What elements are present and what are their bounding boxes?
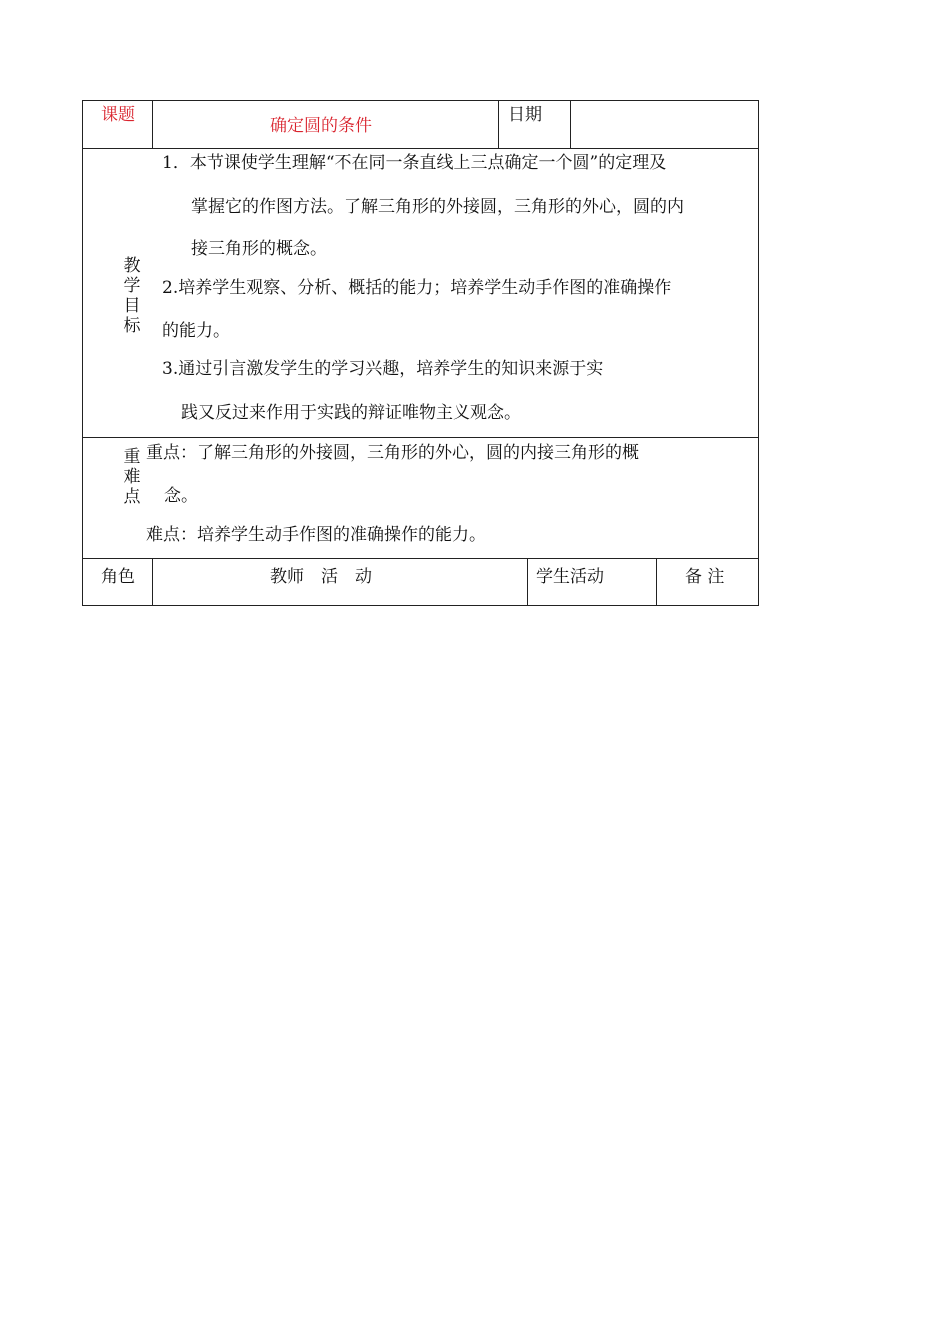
objectives-label-char: 标 bbox=[123, 316, 141, 336]
student-activity-header: 学生活动 bbox=[536, 567, 604, 587]
keypoints-label-char: 重 bbox=[123, 447, 141, 467]
keypoints-label-char: 点 bbox=[123, 487, 141, 507]
objective-line: 3.通过引言激发学生的学习兴趣，培养学生的知识来源于实 bbox=[162, 359, 604, 379]
notes-header: 备 注 bbox=[685, 567, 725, 587]
table-col-divider-date-value bbox=[570, 100, 571, 148]
objectives-label-char: 教 bbox=[123, 256, 141, 276]
keypoints-label bbox=[122, 447, 142, 507]
role-header: 角色 bbox=[101, 567, 135, 587]
keypoints-label-char: 难 bbox=[123, 467, 141, 487]
objective-line: 2.培养学生观察、分析、概括的能力；培养学生动手作图的准确操作 bbox=[162, 278, 672, 298]
objective-line: 1．本节课使学生理解“不在同一条直线上三点确定一个圆”的定理及 bbox=[162, 153, 667, 173]
table-col-divider-date bbox=[498, 100, 499, 148]
table-col-divider-label bbox=[152, 100, 153, 148]
table-border-left bbox=[82, 100, 83, 606]
objective-line: 践又反过来作用于实践的辩证唯物主义观念。 bbox=[181, 403, 521, 423]
objectives-label-char: 目 bbox=[123, 296, 141, 316]
objective-line: 的能力。 bbox=[162, 321, 230, 341]
key-point-line: 念。 bbox=[164, 486, 198, 506]
table-border-top bbox=[82, 100, 759, 101]
table-col-divider-label-lower bbox=[152, 558, 153, 606]
objective-line: 掌握它的作图方法。了解三角形的外接圆，三角形的外心，圆的内 bbox=[191, 197, 684, 217]
difficult-point-line: 难点：培养学生动手作图的准确操作的能力。 bbox=[146, 525, 486, 545]
table-col-divider-notes bbox=[656, 558, 657, 606]
table-border-bottom bbox=[82, 605, 759, 606]
table-border-right bbox=[758, 100, 759, 606]
objectives-label bbox=[122, 256, 142, 336]
table-divider-objectives bbox=[82, 437, 759, 438]
objective-line: 接三角形的概念。 bbox=[191, 239, 327, 259]
date-label: 日期 bbox=[508, 105, 542, 125]
table-col-divider-student bbox=[527, 558, 528, 606]
table-divider-header bbox=[82, 148, 759, 149]
objectives-label-char: 学 bbox=[123, 276, 141, 296]
table-divider-keypoints bbox=[82, 558, 759, 559]
key-point-line: 重点：了解三角形的外接圆，三角形的外心，圆的内接三角形的概 bbox=[146, 443, 639, 463]
topic-label: 课题 bbox=[101, 105, 135, 125]
topic-value: 确定圆的条件 bbox=[270, 116, 372, 136]
teacher-activity-header: 教师 活 动 bbox=[270, 567, 372, 587]
